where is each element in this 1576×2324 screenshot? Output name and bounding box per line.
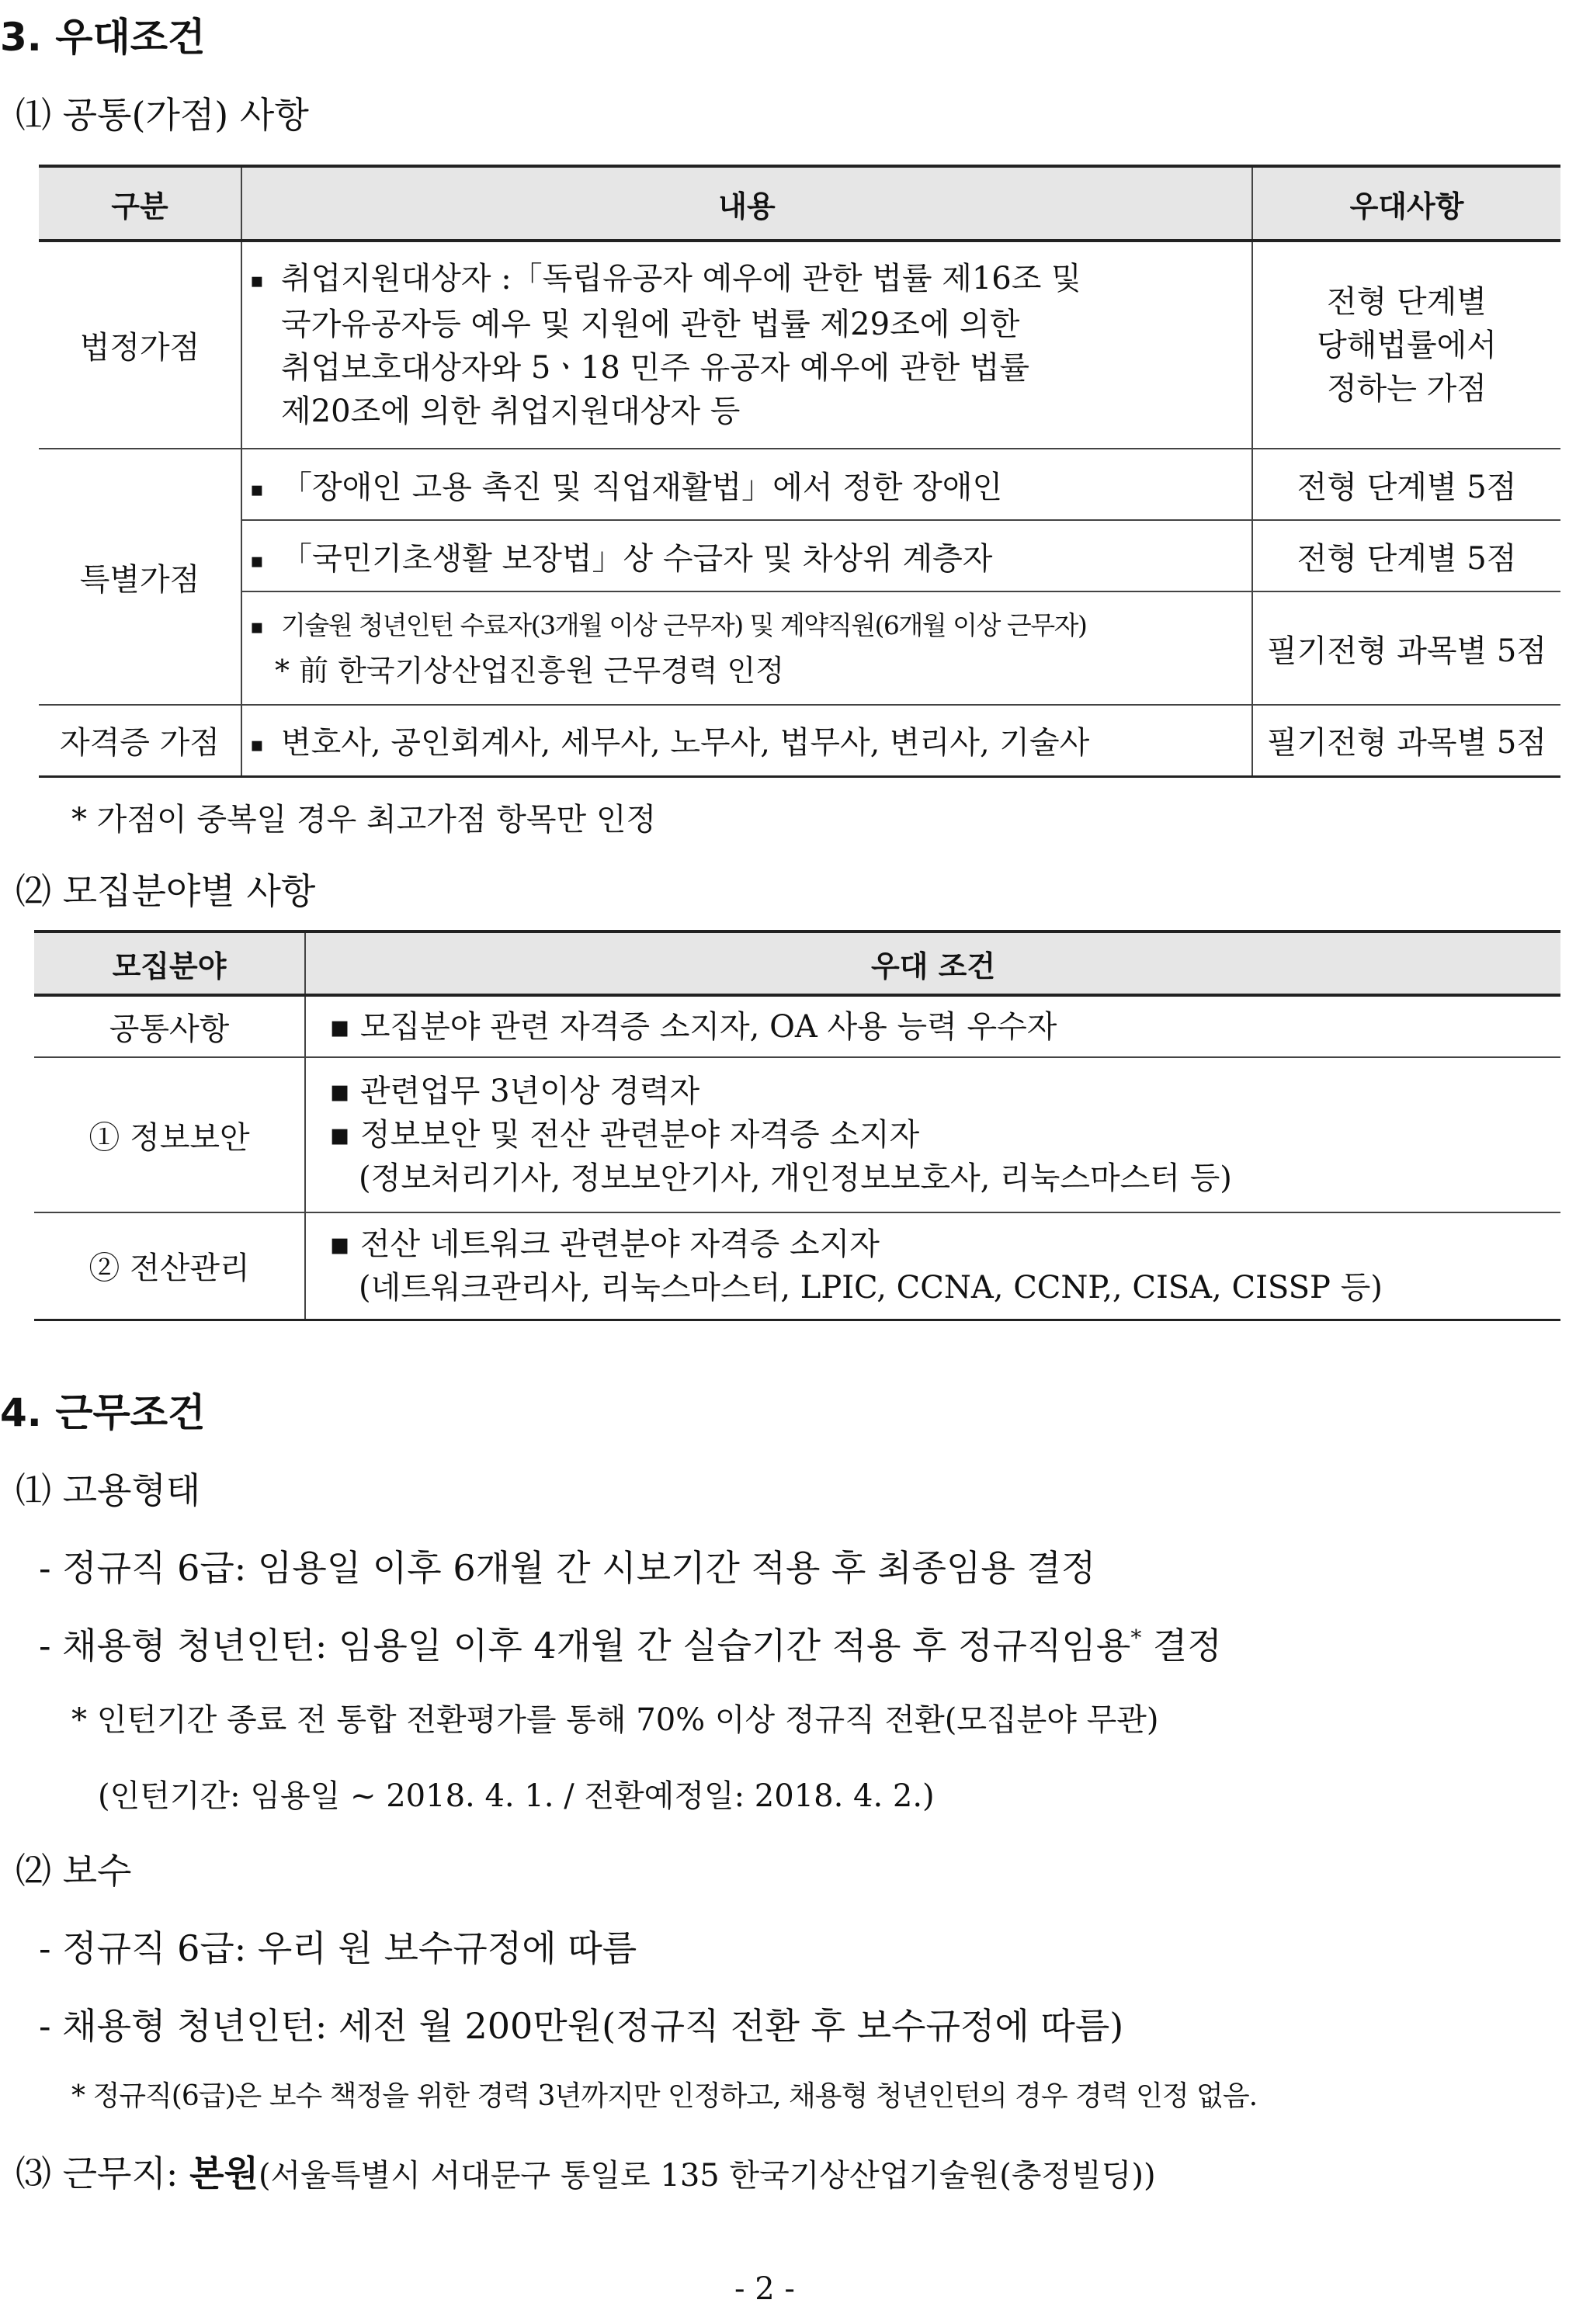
row-category: 자격증 가점 (39, 705, 241, 776)
section4-note3: * 정규직(6급)은 보수 책정을 위한 경력 3년까지만 인정하고, 채용형 청년인턴의 경우 경력 인정 없음. (71, 2080, 1258, 2112)
row-benefit: 필기전형 과목별 5점 (1252, 705, 1560, 776)
field-preference-table (34, 930, 1560, 1321)
row-condition: ▪ 관련업무 3년이상 경력자 ▪ 정보보안 및 전산 관련분야 자격증 소지자 (정보처리기사, 정보보안기사, 개인정보보호사, 리눅스마스터 등) (305, 1057, 1560, 1212)
section4-title: 4. 근무조건 (0, 1390, 206, 1435)
section4-sub2: ⑵ 보수 (16, 1850, 132, 1892)
row-content: ▪ 「장애인 고용 촉진 및 직업재활법」에서 정한 장애인 (241, 449, 1252, 520)
row-content: ▪ 기술원 청년인턴 수료자(3개월 이상 근무자) 및 계약직원(6개월 이상 근무자) * 前 한국기상산업진흥원 근무경력 인정 (241, 591, 1252, 705)
table-row (34, 995, 1560, 1057)
bullet-icon: ▪ (250, 734, 264, 758)
table-row (39, 591, 1560, 705)
table-row (34, 1057, 1560, 1212)
header-content: 내용 (241, 166, 1252, 241)
section4-line4: - 채용형 청년인턴: 세전 월 200만원(정규직 전환 후 보수규정에 따름) (39, 2005, 1124, 2047)
section3-note1: * 가점이 중복일 경우 최고가점 항목만 인정 (71, 802, 657, 838)
section3-sub2: ⑵ 모집분야별 사항 (16, 870, 316, 912)
row-condition: ▪ 전산 네트워크 관련분야 자격증 소지자 (네트워크관리사, 리눅스마스터, LPIC, CCNA, CCNP,, CISA, CISSP 등) (305, 1212, 1560, 1320)
table-header-row (39, 166, 1560, 241)
row-field: ② 전산관리 (34, 1212, 305, 1320)
header-field: 모집분야 (34, 931, 305, 995)
bullet-icon: ▪ (250, 477, 264, 501)
bonus-points-table (39, 165, 1560, 778)
bullet-icon: ▪ (250, 616, 263, 639)
row-benefit: 전형 단계별 5점 (1252, 449, 1560, 520)
row-category: 법정가점 (39, 241, 241, 449)
row-content: ▪ 취업지원대상자 :「독립유공자 예우에 관한 법률 제16조 및 국가유공자등 예우 및 지원에 관한 법률 제29조에 의한 취업보호대상자와 5ㆍ18 민주 유공자 예우에 관한 법률 제20조에 의한 취업지원대상자 등 (241, 241, 1252, 449)
header-condition: 우대 조건 (305, 931, 1560, 995)
row-condition: ▪ 모집분야 관련 자격증 소지자, OA 사용 능력 우수자 (305, 995, 1560, 1057)
section4-sub3: ⑶ 근무지: 본원(서울특별시 서대문구 통일로 135 한국기상산업기술원(충정빌딩)) (16, 2152, 1156, 2194)
section4-line2: - 채용형 청년인턴: 임용일 이후 4개월 간 실습기간 적용 후 정규직임용* 결정 (39, 1625, 1222, 1667)
table-header-row (34, 931, 1560, 995)
table-row (39, 449, 1560, 520)
section4-line1: - 정규직 6급: 임용일 이후 6개월 간 시보기간 적용 후 최종임용 결정 (39, 1547, 1096, 1589)
bullet-icon: ▪ (250, 549, 264, 573)
row-benefit: 필기전형 과목별 5점 (1252, 591, 1560, 705)
section3-sub1: ⑴ 공통(가점) 사항 (16, 94, 309, 136)
table-row (34, 1212, 1560, 1320)
section4-line3: - 정규직 6급: 우리 원 보수규정에 따름 (39, 1927, 637, 1969)
table-row (39, 241, 1560, 449)
header-benefit: 우대사항 (1252, 166, 1560, 241)
section4-note2: (인턴기간: 임용일 ~ 2018. 4. 1. / 전환예정일: 2018. 4. 2.) (98, 1778, 935, 1814)
row-field: ① 정보보안 (34, 1057, 305, 1212)
row-benefit: 전형 단계별 5점 (1252, 520, 1560, 591)
header-category: 구분 (39, 166, 241, 241)
row-field: 공통사항 (34, 995, 305, 1057)
section3-title: 3. 우대조건 (0, 15, 206, 60)
row-content: ▪ 변호사, 공인회계사, 세무사, 노무사, 법무사, 변리사, 기술사 (241, 705, 1252, 776)
bullet-icon: ▪ (250, 269, 264, 293)
table-row (39, 705, 1560, 776)
row-category: 특별가점 (39, 449, 241, 705)
row-benefit: 전형 단계별 당해법률에서 정하는 가점 (1252, 241, 1560, 449)
page-number: - 2 - (734, 2271, 795, 2307)
table-row (39, 520, 1560, 591)
section4-note1: * 인턴기간 종료 전 통합 전환평가를 통해 70% 이상 정규직 전환(모집분야 무관) (71, 1702, 1159, 1738)
row-content: ▪ 「국민기초생활 보장법」상 수급자 및 차상위 계층자 (241, 520, 1252, 591)
section4-sub1: ⑴ 고용형태 (16, 1469, 201, 1511)
